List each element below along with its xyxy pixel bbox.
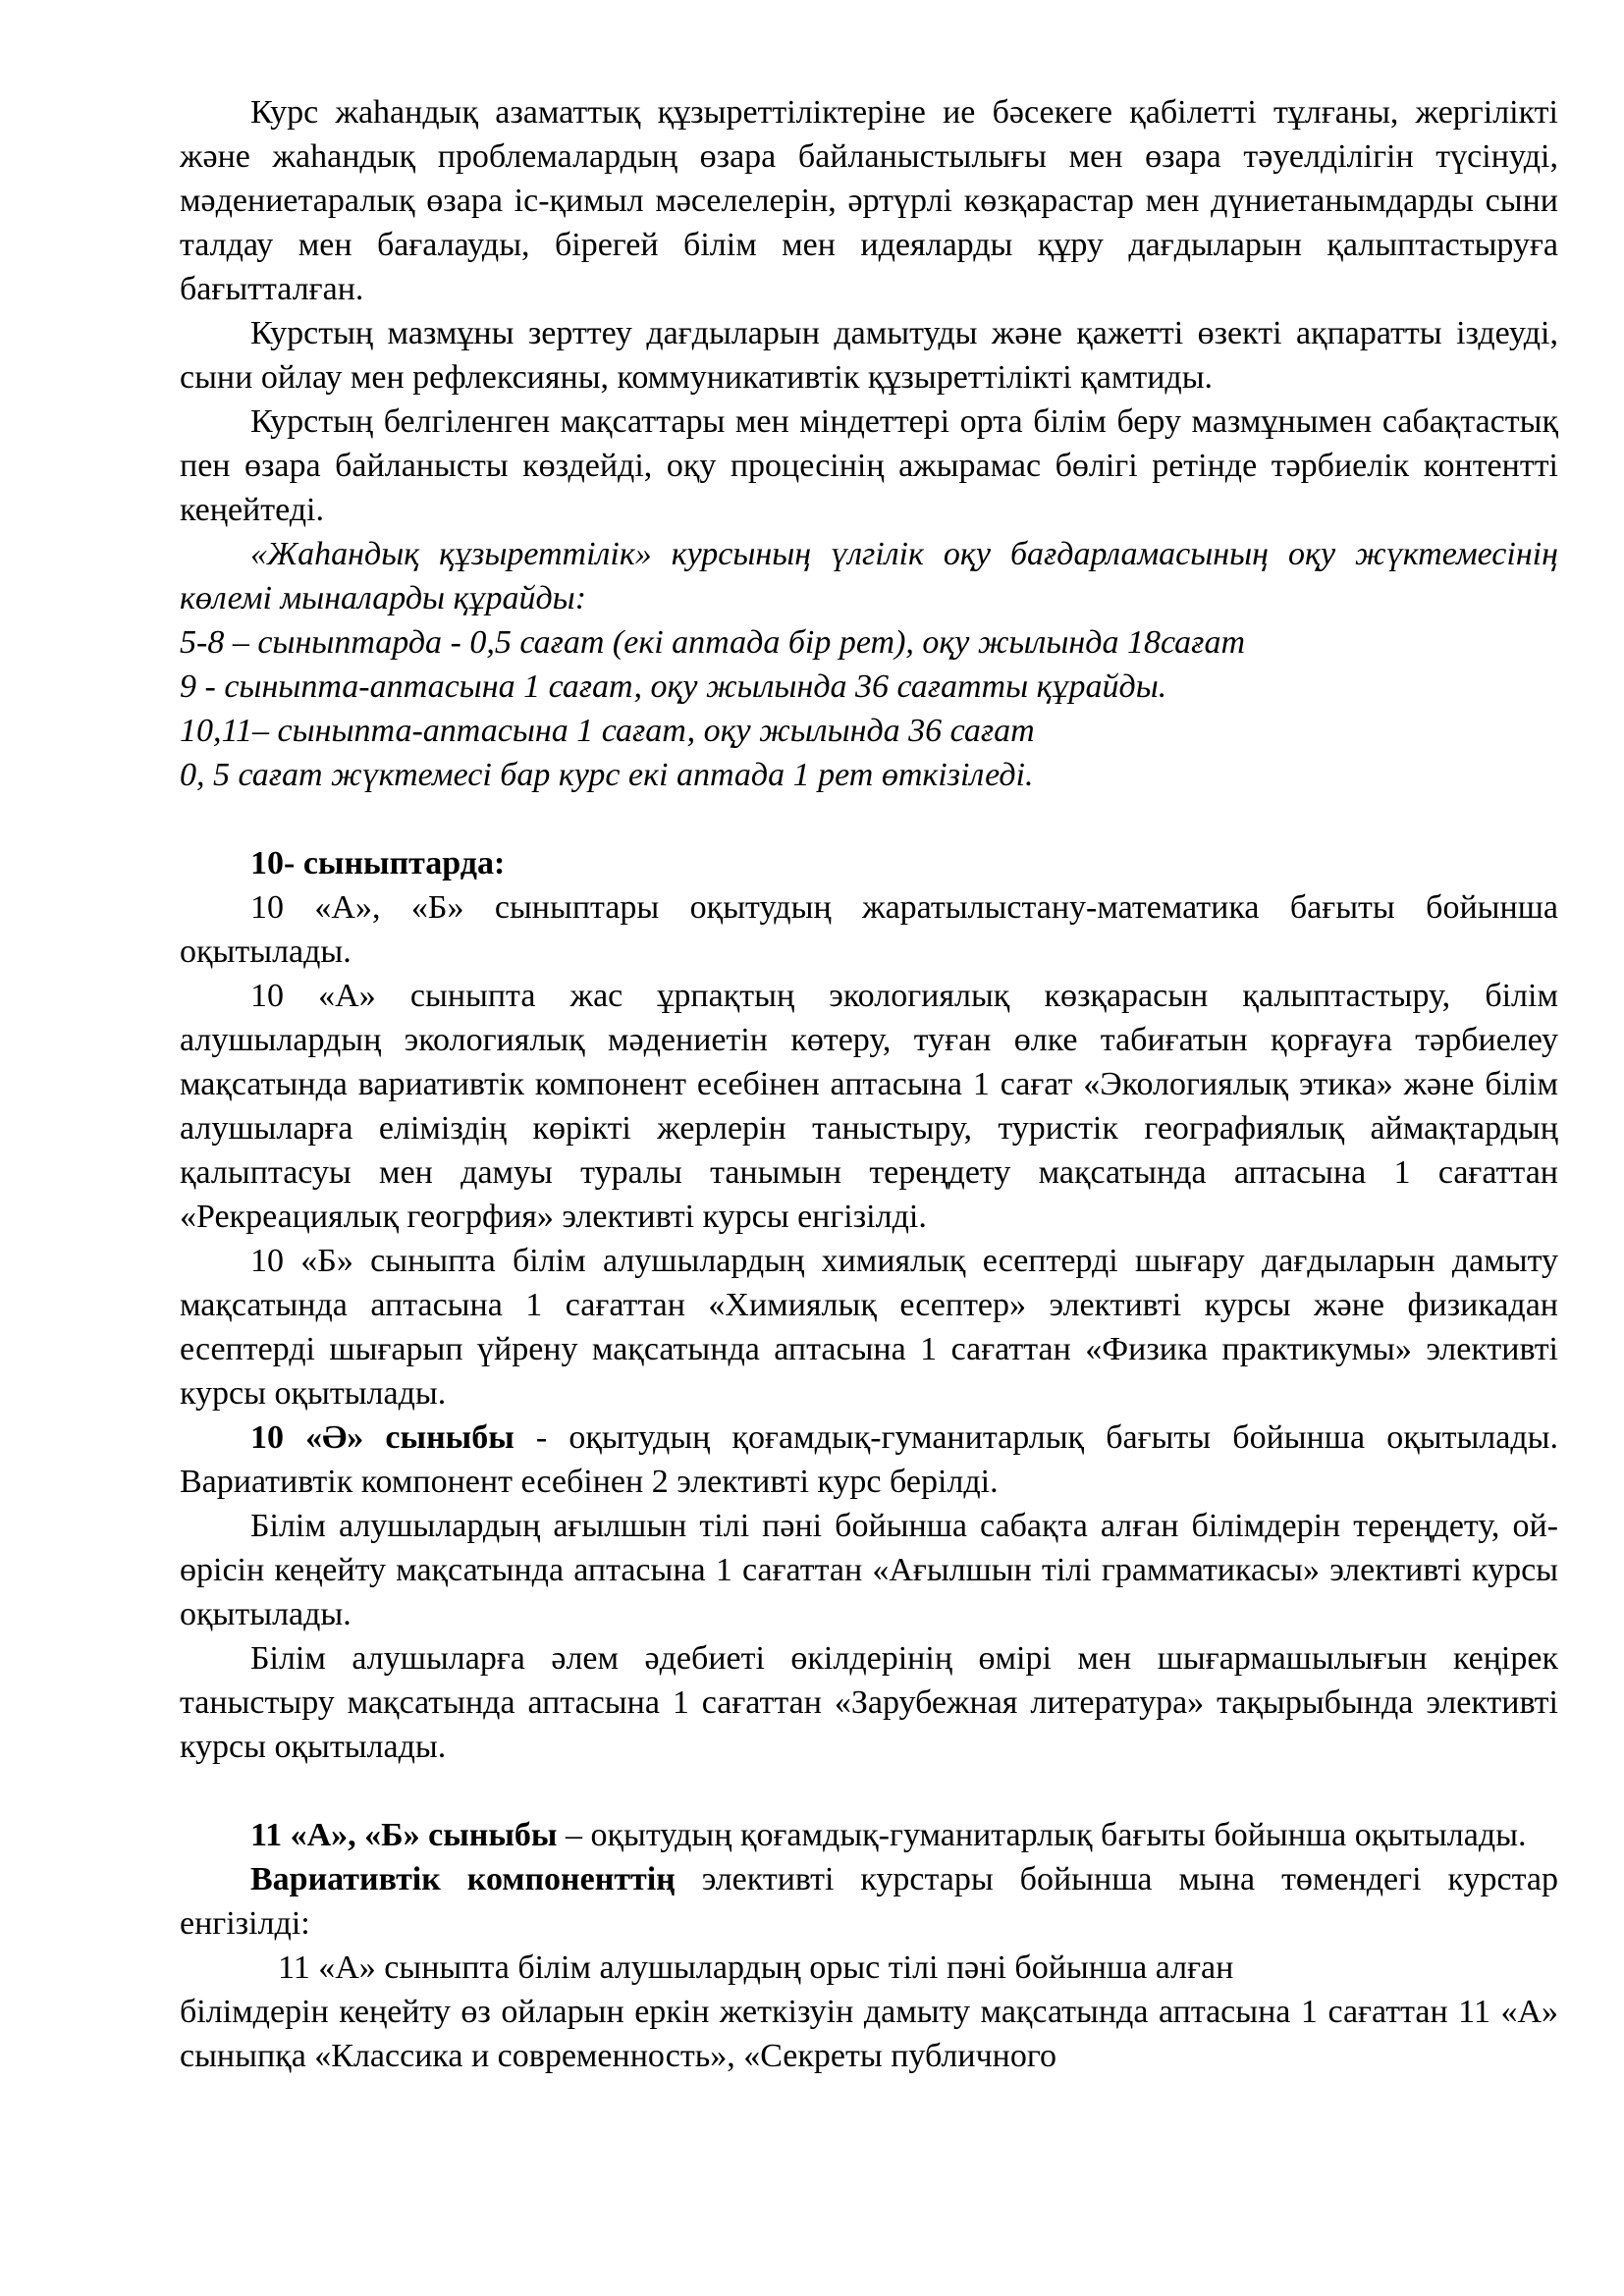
- paragraph-literature-elective: Білім алушыларға әлем әдебиеті өкілдерінің өмірі мен шығармашылығын кеңірек таныстыру мақсатында аптасына 1 сағаттан «Зарубежная литература» тақырыбында элективті курсы оқытылады.: [180, 1640, 1558, 1765]
- paragraph-course-content: Курстың мазмұны зерттеу дағдыларын дамытуды және қажетті өзекті ақпаратты іздеуді, сыни ойлау мен рефлексияны, коммуникативтік құзыреттілікті қамтиды.: [180, 315, 1558, 396]
- paragraph-variative: [180, 1857, 1558, 1946]
- paragraph-11ab-bold: 11 «А», «Б» сыныбы: [250, 1817, 558, 1853]
- document-page: [180, 90, 1558, 2078]
- workload-line-10-11: 10,11– сыныпта-аптасына 1 сағат, оқу жылында 36 сағат: [180, 713, 1035, 749]
- paragraph-10ab-direction: 10 «А», «Б» сыныптары оқытудың жаратылыстану-математика бағыты бойынша оқытылады.: [180, 889, 1558, 970]
- paragraph-10ae-bold: 10 «Ә» сыныбы: [250, 1419, 514, 1456]
- spacer: [180, 797, 1558, 841]
- paragraph-11a-russian-first-line: 11 «А» сыныпта білім алушылардың орыс тілі пәні бойынша алған: [278, 1949, 1234, 1986]
- paragraph-workload-intro: «Жаһандық құзыреттілік» курсының үлгілік оқу бағдарламасының оқу жүктемесінің көлемі мыналарды құрайды:: [180, 536, 1558, 616]
- paragraph-11a-russian: білімдерін кеңейту өз ойларын еркін жеткізуін дамыту мақсатында аптасына 1 сағаттан 11 «А» сыныпқа «Классика и современность», «Секреты публичного: [180, 1994, 1558, 2074]
- workload-line-5-8: 5-8 – сыныптарда - 0,5 сағат (екі аптада бір рет), оқу жылында 18сағат: [180, 624, 1245, 661]
- heading-grade-10: [180, 841, 1558, 885]
- paragraph-course-goal: Курс жаһандық азаматтық құзыреттіліктеріне ие бәсекеге қабілетті тұлғаны, жергілікті және жаһандық проблемалардың өзара байланыстылығы мен өзара тәуелділігін түсінуді, мәдениетаралық өзара іс-қимыл мәселелерін, әртүрлі көзқарастар мен дүниетанымдарды сыни талдау мен бағалауды, бірегей білім мен идеяларды құру дағдыларын қалыптастыруға бағытталған.: [180, 94, 1558, 307]
- paragraph-course-objectives: Курстың белгіленген мақсаттары мен міндеттері орта білім беру мазмұнымен сабақтастық пен өзара байланысты көздейді, оқу процесінің ажырамас бөлігі ретінде тәрбиелік контентті кеңейтеді.: [180, 403, 1558, 528]
- paragraph-variative-bold: Вариативтік компоненттің: [250, 1861, 676, 1897]
- paragraph-10a-electives: 10 «А» сыныпта жас ұрпақтың экологиялық көзқарасын қалыптастыру, білім алушылардың экологиялық мәдениетін көтеру, туған өлке табиғатын қорғауға тәрбиелеу мақсатында вариативтік компонент есебінен аптасына 1 сағат «Экологиялық этика» және білім алушыларға еліміздің көрікті жерлерін таныстыру, туристік географиялық аймақтардың қалыптасуы мен дамуы туралы танымын тереңдету мақсатында аптасына 1 сағаттан «Рекреациялық геогрфия» элективті курсы енгізілді.: [180, 978, 1558, 1235]
- paragraph-english-elective: Білім алушылардың ағылшын тілі пәні бойынша сабақта алған білімдерін тереңдету, ой-өрісін кеңейту мақсатында аптасына 1 сағаттан «Ағылшын тілі грамматикасы» элективті курсы оқытылады.: [180, 1508, 1558, 1632]
- paragraph-variative-text: элективті курстары бойынша мына төмендегі курстар енгізілді:: [180, 1861, 1558, 1942]
- heading-grade-10-text: 10- сыныптарда:: [250, 845, 506, 881]
- paragraph-10b-electives: 10 «Б» сыныпта білім алушылардың химиялық есептерді шығару дағдыларын дамыту мақсатында аптасына 1 сағаттан «Химиялық есептер» элективті курсы және физикадан есептерді шығарып үйрену мақсатында аптасына 1 сағаттан «Физика практикумы» элективті курсы оқытылады.: [180, 1243, 1558, 1412]
- paragraph-10ae: [180, 1415, 1558, 1504]
- paragraph-11ab-text: – оқытудың қоғамдық-гуманитарлық бағыты бойынша оқытылады.: [557, 1817, 1527, 1853]
- workload-line-9: 9 - сыныпта-аптасына 1 сағат, оқу жылында 36 сағатты құрайды.: [180, 668, 1167, 705]
- workload-line-half-hour: 0, 5 сағат жүктемесі бар курс екі аптада 1 рет өткізіледі.: [180, 757, 1034, 793]
- paragraph-10ae-text: - оқытудың қоғамдық-гуманитарлық бағыты бойынша оқытылады. Вариативтік компонент есебінен 2 элективті курс берілді.: [180, 1419, 1558, 1500]
- paragraph-11ab: [180, 1813, 1558, 1857]
- spacer: [180, 1769, 1558, 1813]
